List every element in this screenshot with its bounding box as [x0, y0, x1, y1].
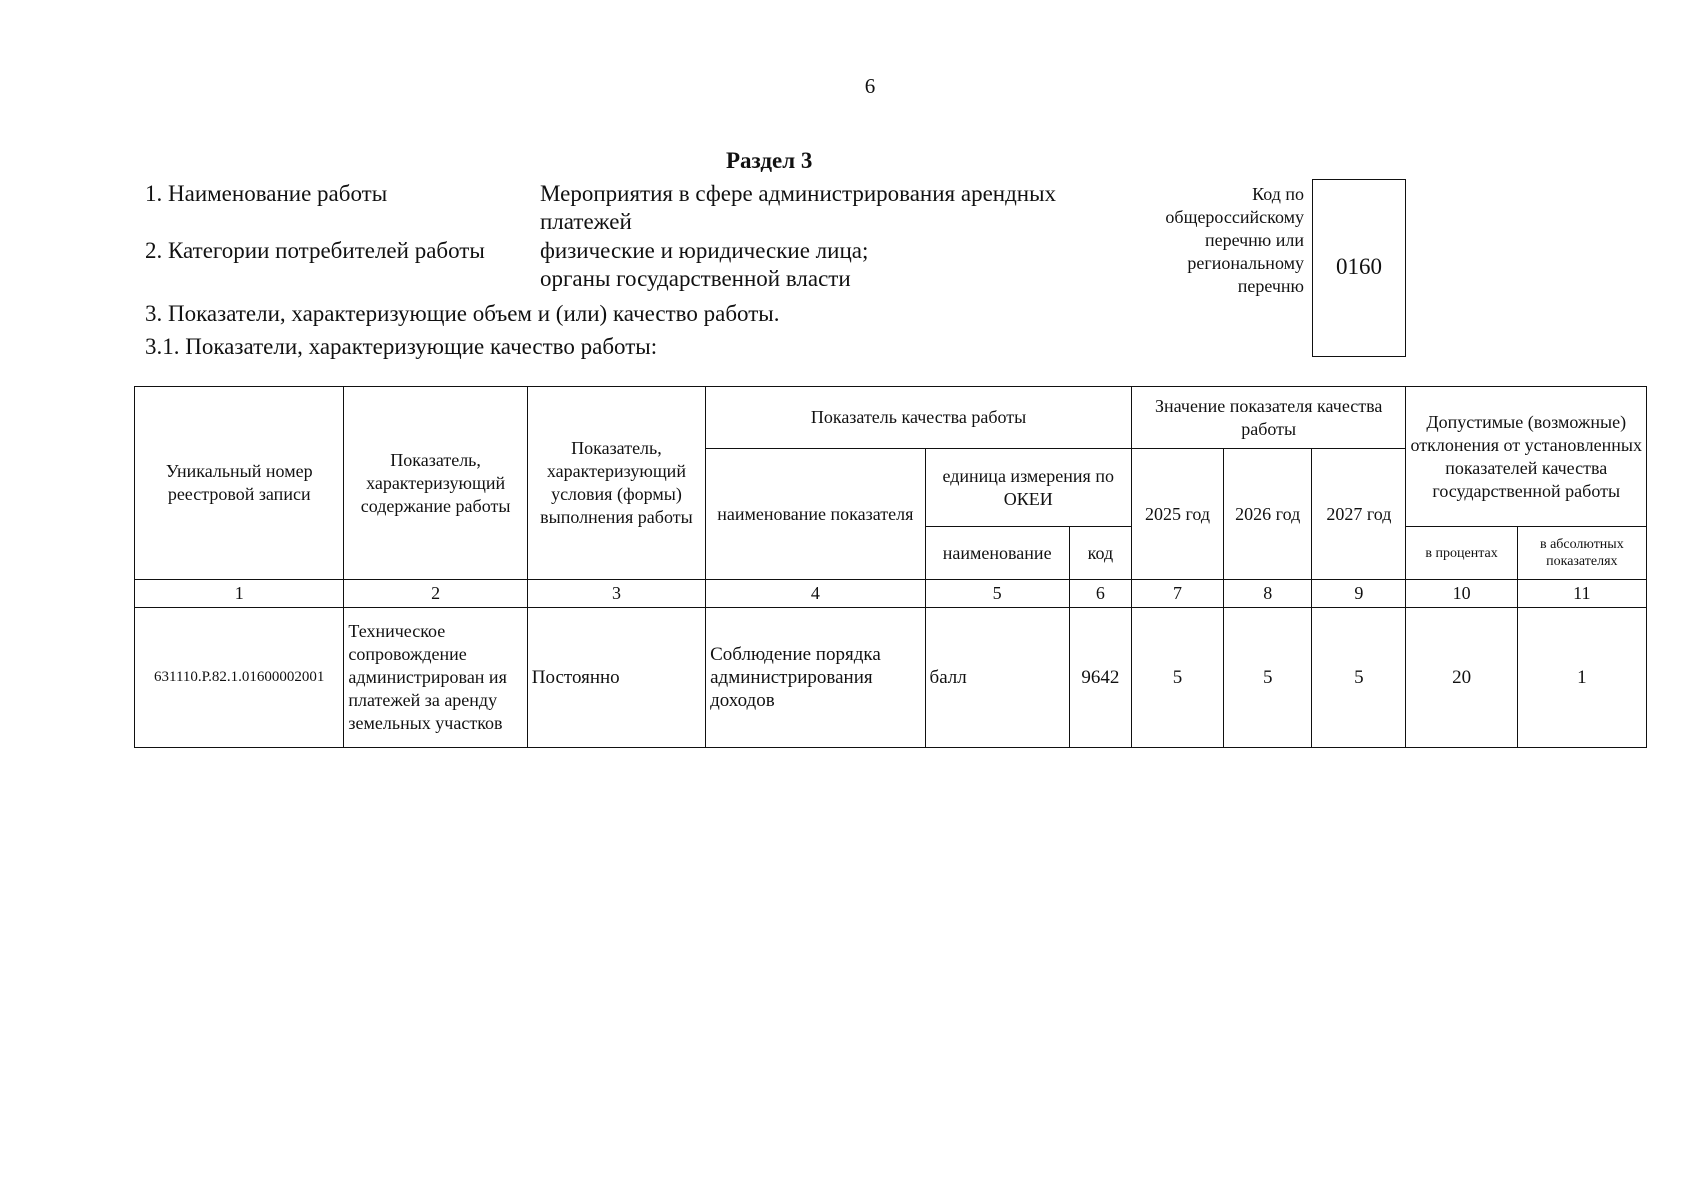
column-number: 8: [1224, 580, 1312, 608]
header-registry-number: Уникальный номер реестровой записи: [135, 387, 344, 580]
header-content-indicator: Показатель, характеризующий содержание работы: [344, 387, 527, 580]
column-numbers-row: [135, 580, 1647, 608]
consumers-label: 2. Категории потребителей работы: [145, 238, 485, 263]
header-unit-okei: единица измерения по ОКЕИ: [925, 449, 1131, 527]
column-number: 9: [1312, 580, 1406, 608]
code-box: [1312, 179, 1406, 357]
header-year-2027: 2027 год: [1312, 449, 1406, 580]
cell-value-2026: 5: [1224, 608, 1312, 748]
header-value-group: Значение показателя качества работы: [1131, 387, 1406, 449]
cell-registry-number: 631110.Р.82.1.01600002001: [135, 608, 344, 748]
table-row: [135, 608, 1647, 748]
cell-value-2027: 5: [1312, 608, 1406, 748]
cell-deviation-percent: 20: [1406, 608, 1517, 748]
header-unit-name: наименование: [925, 527, 1069, 580]
work-name-value-line1: Мероприятия в сфере администрирования арендных: [540, 181, 1057, 206]
code-value: 0160: [1336, 254, 1382, 279]
column-number: 1: [135, 580, 344, 608]
header-quality-indicator: Показатель качества работы: [706, 387, 1132, 449]
code-caption-line: региональному: [1187, 253, 1304, 273]
work-name-value-line2: платежей: [540, 209, 632, 234]
cell-indicator-name: Соблюдение порядка администрирования доходов: [706, 608, 925, 748]
cell-unit-name: балл: [925, 608, 1069, 748]
cell-unit-code: 9642: [1069, 608, 1131, 748]
header-indicator-name: наименование показателя: [706, 449, 925, 580]
header-year-2025: 2025 год: [1131, 449, 1223, 580]
column-number: 3: [527, 580, 705, 608]
cell-value-2025: 5: [1131, 608, 1223, 748]
work-name-label: 1. Наименование работы: [145, 181, 388, 206]
section-title: Раздел 3: [726, 148, 813, 173]
column-number: 4: [706, 580, 925, 608]
header-in-percent: в процентах: [1406, 527, 1517, 580]
column-number: 7: [1131, 580, 1223, 608]
indicators-heading: 3. Показатели, характеризующие объем и (или) качество работы.: [145, 301, 780, 326]
consumers-value-line1: физические и юридические лица;: [540, 238, 869, 263]
consumers-value-line2: органы государственной власти: [540, 266, 851, 291]
header-conditions-indicator: Показатель, характеризующий условия (формы) выполнения работы: [527, 387, 705, 580]
quality-heading: 3.1. Показатели, характеризующие качество работы:: [145, 334, 658, 359]
header-unit-code: код: [1069, 527, 1131, 580]
quality-indicators-table: [134, 386, 1647, 748]
cell-conditions: Постоянно: [527, 608, 705, 748]
column-number: 2: [344, 580, 527, 608]
header-in-absolute: в абсолютных показателях: [1517, 527, 1646, 580]
cell-deviation-absolute: 1: [1517, 608, 1646, 748]
page-number: 6: [864, 74, 876, 98]
column-number: 6: [1069, 580, 1131, 608]
code-caption-line: Код по: [1252, 184, 1304, 204]
column-number: 5: [925, 580, 1069, 608]
code-caption-line: перечню: [1237, 276, 1304, 296]
code-caption-line: перечню или: [1204, 230, 1304, 250]
column-number: 10: [1406, 580, 1517, 608]
header-deviations: Допустимые (возможные) отклонения от установленных показателей качества государственной работы: [1406, 387, 1647, 527]
column-number: 11: [1517, 580, 1646, 608]
code-caption: [1130, 183, 1304, 298]
header-year-2026: 2026 год: [1224, 449, 1312, 580]
code-caption-line: общероссийскому: [1165, 207, 1304, 227]
cell-content: Техническое сопровождение администрирован ия платежей за аренду земельных участков: [344, 608, 527, 748]
